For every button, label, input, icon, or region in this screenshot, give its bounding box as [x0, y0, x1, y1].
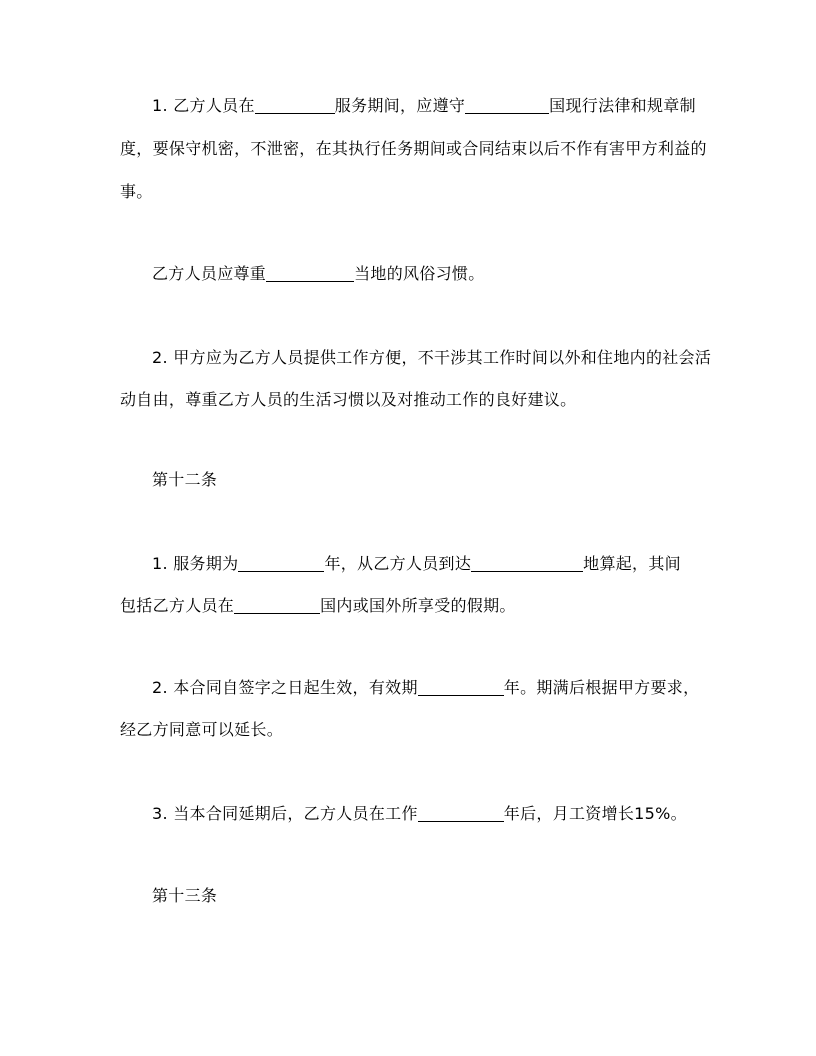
text-segment: 乙方人员应尊重 [152, 264, 267, 283]
paragraph-line: 2. 甲方应为乙方人员提供工作方便，不干涉其工作时间以外和住地内的社会活 [152, 348, 712, 367]
fill-blank [418, 803, 504, 822]
text-segment: 1. 乙方人员在 [152, 96, 255, 115]
text-segment: 服务期间，应遵守 [334, 96, 466, 115]
paragraph-line [152, 802, 696, 826]
fill-blank [238, 553, 324, 572]
text-segment: 国内或国外所享受的假期。 [320, 596, 516, 615]
text-segment: 年，从乙方人员到达 [324, 554, 472, 573]
paragraph-line [120, 594, 696, 618]
fill-blank [471, 553, 583, 572]
text-segment: 年后，月工资增长15%。 [503, 804, 687, 823]
section-heading: 第十二条 [152, 470, 218, 489]
fill-blank [465, 95, 549, 114]
paragraph-line: 经乙方同意可以延长。 [120, 720, 284, 739]
fill-blank [418, 677, 504, 696]
section-heading: 第十三条 [152, 886, 218, 905]
text-segment: 当地的风俗习惯。 [354, 264, 485, 283]
fill-blank [255, 95, 335, 114]
paragraph-line: 事。 [120, 182, 153, 201]
paragraph-line [152, 94, 696, 118]
paragraph-line: 度，要保守机密，不泄密，在其执行任务期间或合同结束以后不作有害甲方利益的 [120, 139, 707, 158]
paragraph-line [152, 676, 700, 700]
text-segment: 2. 本合同自签字之日起生效，有效期 [152, 678, 418, 697]
text-segment: 3. 当本合同延期后，乙方人员在工作 [152, 804, 418, 823]
text-segment: 1. 服务期为 [152, 554, 239, 573]
paragraph-line: 动自由，尊重乙方人员的生活习惯以及对推动工作的良好建议。 [120, 390, 577, 409]
paragraph-line [152, 552, 696, 576]
text-segment: 包括乙方人员在 [120, 596, 235, 615]
text-segment: 年。期满后根据甲方要求， [503, 678, 700, 697]
fill-blank [234, 595, 320, 614]
paragraph-line [152, 262, 696, 286]
fill-blank [266, 263, 354, 282]
text-segment: 地算起，其间 [583, 554, 681, 573]
text-segment: 国现行法律和规章制 [549, 96, 696, 115]
